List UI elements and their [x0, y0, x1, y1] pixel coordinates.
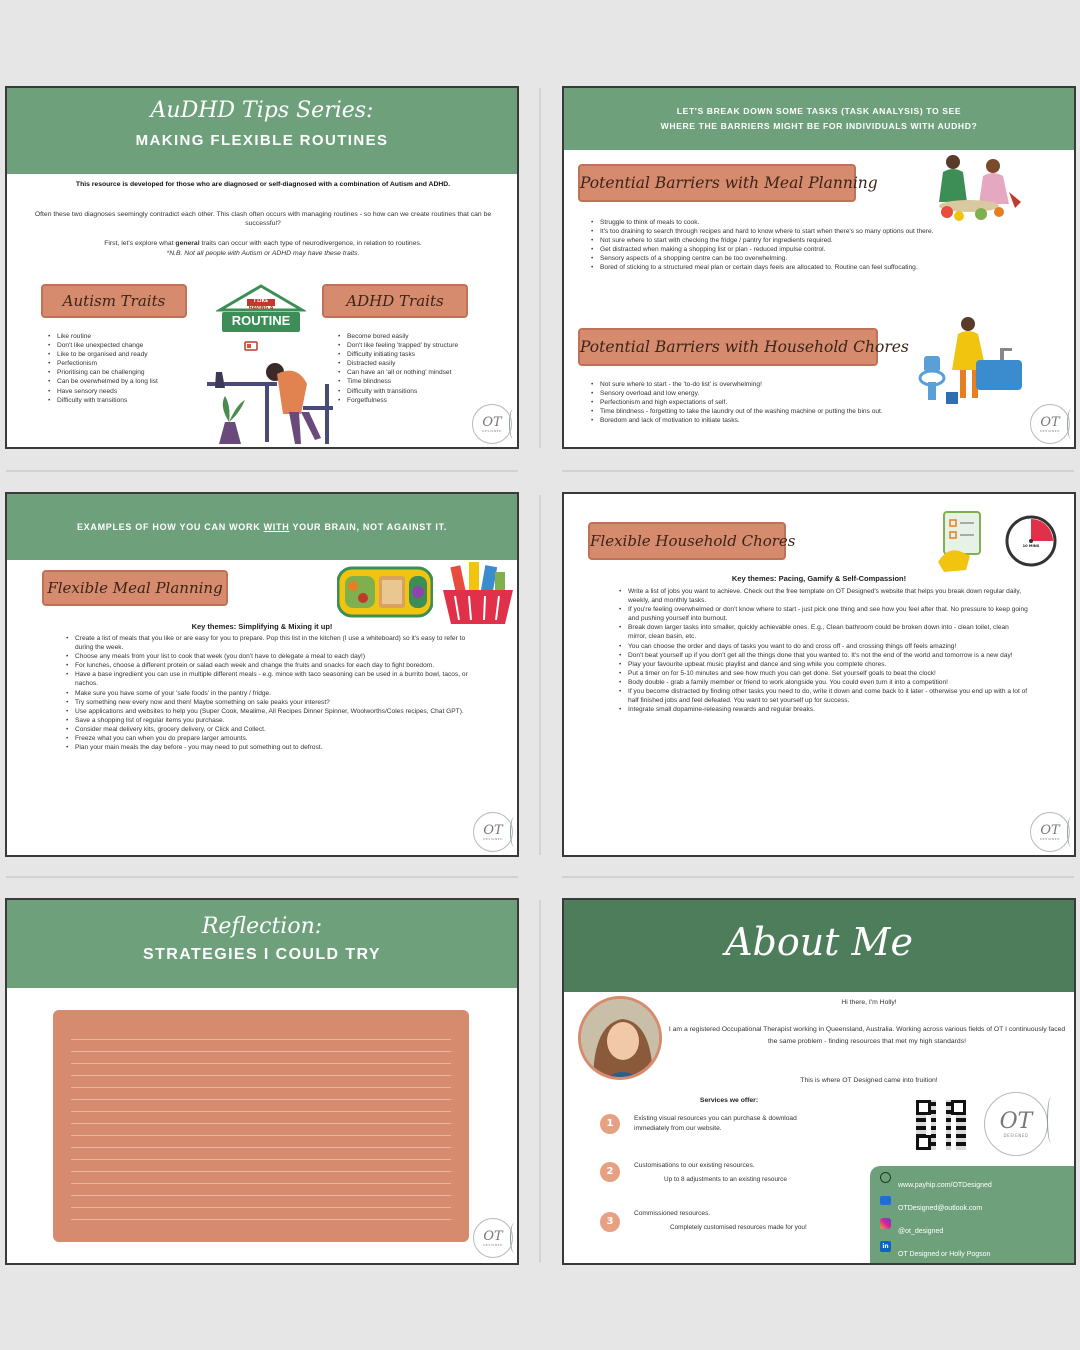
service-number: 3 — [600, 1212, 620, 1232]
slide-banner: EXAMPLES OF HOW YOU CAN WORK WITH YOUR BRAIN, NOT AGAINST IT. — [7, 494, 517, 560]
instagram-icon — [880, 1218, 891, 1229]
list-item: • Get distracted when making a shopping list or plan - reduced impulse control. — [590, 245, 1026, 254]
services-title: Services we offer: — [699, 1097, 759, 1104]
lunchbox-illustration — [337, 566, 433, 618]
chores-barriers-label: Potential Barriers with Household Chores — [578, 328, 878, 366]
sign-text-small: I LIKE — [253, 299, 269, 304]
couple-cooking-illustration — [919, 152, 1027, 226]
globe-icon — [880, 1172, 891, 1183]
series-title: AuDHD Tips Series: — [150, 98, 374, 123]
service-item-1 — [600, 1112, 840, 1142]
slide-making-flexible-routines — [5, 86, 519, 449]
list-item: • Don't beat yourself up if you don't get all the things done that you wanted to. It's not the end of the world and tomorrow is a new day! — [618, 651, 1028, 660]
intro-note: *N.B. Not all people with Autism or ADHD may have these traits. — [166, 250, 360, 257]
checklist-hand-illustration — [936, 510, 988, 574]
list-item: • Distracted easily — [337, 359, 517, 368]
service-item-3 — [600, 1210, 860, 1240]
qr-code[interactable] — [916, 1100, 966, 1150]
list-item: • Difficulty with transitions — [337, 387, 517, 396]
intro-bold: This resource is developed for those who are diagnosed or self-diagnosed with a combination of Autism and ADHD. — [75, 181, 451, 188]
list-item: • Like to be organised and ready — [47, 350, 207, 359]
list-item: • If you're feeling overwhelmed or don't know where to start - just pick one thing and see how you feel after that. No pressure to keep going and pushing yourself into burnout. — [618, 605, 1028, 623]
timer-illustration — [1004, 514, 1058, 568]
meal-barriers-label: Potential Barriers with Meal Planning — [578, 164, 856, 202]
flexible-meal-planning-label: Flexible Meal Planning — [42, 570, 228, 606]
service-number: 2 — [600, 1162, 620, 1182]
ot-designed-logo: OT DESIGNED — [1030, 812, 1070, 852]
list-item: • For lunches, choose a different protein or salad each week and change the fruits and snacks for each day to fight boredom. — [65, 661, 473, 670]
list-item: • Not sure where to start - the 'to-do list' is overwhelming! — [590, 380, 1026, 389]
bio: I am a registered Occupational Therapist working in Queensland, Australia. Working across various fields of OT I continuously faced the same problem - finding resources that met my high standards! — [668, 1026, 1066, 1046]
list-item: • Perfectionism — [47, 359, 207, 368]
reflection-writing-box[interactable] — [53, 1010, 469, 1242]
contact-panel — [870, 1166, 1076, 1265]
list-item: • Consider meal delivery kits, grocery delivery, or Click and Collect. — [65, 725, 473, 734]
list-item: • Have a base ingredient you can use in multiple different meals - e.g. mince with taco seasoning can be used in a burrito bowl, tacos, or nachos. — [65, 670, 473, 688]
tired-person-illustration — [205, 340, 335, 448]
grocery-basket-illustration — [439, 560, 517, 630]
list-item: • Prioritising can be challenging — [47, 368, 207, 377]
list-item: • It's too draining to search through recipes and hard to know where to start when there's so many options out there. — [590, 227, 1026, 236]
chores-barriers-list — [590, 380, 1026, 425]
list-item: • Sensory aspects of a shopping centre can be too overwhelming. — [590, 254, 1026, 263]
list-item: • Freeze what you can when you do prepare larger amounts. — [65, 734, 473, 743]
routine-sign-illustration — [216, 284, 306, 336]
email-icon — [880, 1196, 891, 1205]
list-item: • Make sure you have some of your 'safe foods' in the pantry / fridge. — [65, 689, 473, 698]
list-item: • Forgetfulness — [337, 396, 517, 405]
list-item: • Difficulty initiating tasks — [337, 350, 517, 359]
list-item: • Like routine — [47, 332, 207, 341]
autism-traits-label: Autism Traits — [41, 284, 187, 318]
autism-traits-list — [47, 332, 207, 405]
list-item: • If you become distracted by finding other tasks you need to do, write it down and come back to it later - otherwise you end up with a lot of half finished jobs and feel defeated. You want to set yourself up for success. — [618, 687, 1028, 705]
timer-label: 10 MINS — [1022, 544, 1040, 548]
ot-designed-logo: OT DESIGNED — [473, 812, 513, 852]
list-item: • Time blindness — [337, 377, 517, 386]
list-item: • Sensory overload and low energy. — [590, 389, 1026, 398]
slide-reflection — [5, 898, 519, 1265]
list-item: • Save a shopping list of regular items you purchase. — [65, 716, 473, 725]
list-item: • Choose any meals from your list to cook that week (you don't have to delegate a meal to each day!) — [65, 652, 473, 661]
adhd-traits-label: ADHD Traits — [322, 284, 468, 318]
list-item: • You can choose the order and days of tasks you want to do and cross off - and crossing things off feels amazing! — [618, 642, 1028, 651]
key-themes: Key themes: Pacing, Gamify & Self-Compassion! — [731, 574, 907, 583]
flexible-meal-planning-list — [65, 634, 473, 752]
list-item: • Plan your main meals the day before - you may need to put something out to defrost. — [65, 743, 473, 752]
list-item: • Put a timer on for 5-10 minutes and see how much you can get done. Set yourself goals to beat the clock! — [618, 669, 1028, 678]
list-item: • Have sensory needs — [47, 387, 207, 396]
list-item: • Body double - grab a family member or friend to work alongside you. You could even turn it into a competition! — [618, 678, 1028, 687]
greeting: Hi there, I'm Holly! — [841, 999, 897, 1006]
list-item: • Boredom and lack of motivation to initiate tasks. — [590, 416, 1026, 425]
list-item: • Use applications and websites to help you (Super Cook, Mealime, All Recipes Dinner Spinner, Woolworths/Coles recipes, Chat GPT). — [65, 707, 473, 716]
slide-banner — [564, 88, 1074, 150]
list-item: • Bored of sticking to a structured meal plan or certain days feels are allocated to. Routine can feel suffocating. — [590, 263, 1026, 272]
list-item: • Not sure where to start with checking the fridge / pantry for ingredients required. — [590, 236, 1026, 245]
timer-icon — [1004, 514, 1058, 568]
list-item: • Play your favourite upbeat music playlist and dance and sing while you complete chores. — [618, 660, 1028, 669]
list-item: • Become bored easily — [337, 332, 517, 341]
slide-flexible-household-chores — [562, 492, 1076, 857]
header-line-2: WHERE THE BARRIERS MIGHT BE FOR INDIVIDUALS WITH AUDHD? — [660, 121, 978, 132]
list-item: • Break down larger tasks into smaller, quickly achievable ones. E.g., Clean bathroom could be broken down into - clean toilet, clean mirror, clean basin, etc. — [618, 623, 1028, 641]
service-text: Commissioned resources. — [634, 1210, 711, 1217]
person-icon — [581, 999, 662, 1080]
slide-banner — [7, 88, 517, 174]
linkedin-icon: in — [880, 1241, 891, 1252]
sign-text-big: ROUTINE — [231, 313, 291, 328]
list-item: • Don't like unexpected change — [47, 341, 207, 350]
contact-linkedin[interactable]: in OT Designed or Holly Pogson — [898, 1241, 1076, 1264]
ot-designed-logo: OT DESIGNED — [984, 1092, 1048, 1156]
checklist-icon — [936, 510, 988, 574]
service-text: Existing visual resources you can purchase & download immediately from our website. — [634, 1115, 797, 1132]
intro-explore: First, let's explore what general traits can occur with each type of neurodivergence, in relation to routines. — [104, 240, 422, 247]
list-item: • Time blindness - forgetting to take the laundry out of the washing machine or putting the bins out. — [590, 407, 1026, 416]
service-subtext: Up to 8 adjustments to an existing resource — [664, 1176, 787, 1183]
key-themes: Key themes: Simplifying & Mixing it up! — [191, 622, 333, 631]
list-item: • Can have an 'all or nothing' mindset — [337, 368, 517, 377]
contact-website[interactable]: www.payhip.com/OTDesigned — [898, 1172, 1076, 1195]
service-text: Customisations to our existing resources. — [634, 1162, 755, 1169]
intro-paragraph: Often these two diagnoses seemingly contradict each other. This clash often occurs with managing routines - so how can we create routines that can be successful? — [34, 211, 492, 228]
list-item: • Try something new every now and then! Maybe something on sale peaks your interest? — [65, 698, 473, 707]
list-item: • Perfectionism and high expectations of self. — [590, 398, 1026, 407]
service-number: 1 — [600, 1114, 620, 1134]
slide-about-me — [562, 898, 1076, 1265]
slide-task-analysis-barriers — [562, 86, 1076, 449]
list-item: • Don't like feeling 'trapped' by structure — [337, 341, 517, 350]
slide-title: MAKING FLEXIBLE ROUTINES — [135, 132, 389, 150]
list-item: • Can be overwhelmed by a long list — [47, 377, 207, 386]
reflection-title: Reflection: — [201, 914, 323, 939]
ot-designed-logo: OT DESIGNED — [472, 404, 512, 444]
about-title: About Me — [725, 920, 913, 964]
contact-instagram[interactable]: @ot_designed — [898, 1218, 1076, 1241]
list-item: • Write a list of jobs you want to achieve. Check out the free template on OT Designed's website that helps you break down regular daily, weekly, and monthly tasks. — [618, 587, 1028, 605]
bio-fruition: This is where OT Designed came into fruition! — [800, 1077, 938, 1084]
flexible-household-chores-list — [618, 587, 1028, 714]
sign-text-mid: HAVING A — [248, 306, 274, 311]
list-item: • Struggle to think of meals to cook. — [590, 218, 1026, 227]
adhd-traits-list — [337, 332, 517, 405]
meal-barriers-list — [590, 218, 1026, 273]
ot-designed-logo: OT DESIGNED — [473, 1218, 513, 1258]
ot-designed-logo: OT DESIGNED — [1030, 404, 1070, 444]
contact-email[interactable]: OTDesigned@outlook.com — [898, 1195, 1076, 1218]
flexible-household-chores-label: Flexible Household Chores — [588, 522, 786, 560]
slide-title: STRATEGIES I COULD TRY — [143, 946, 381, 964]
slide-banner — [7, 900, 517, 988]
slide-flexible-meal-planning — [5, 492, 519, 857]
list-item: • Difficulty with transitions — [47, 396, 207, 405]
service-item-2 — [600, 1162, 860, 1192]
slide-banner — [564, 900, 1074, 992]
header-line-1: LET'S BREAK DOWN SOME TASKS (TASK ANALYSIS) TO SEE — [676, 106, 962, 116]
list-item: • Integrate small dopamine-releasing rewards and regular breaks. — [618, 705, 1028, 714]
service-subtext: Completely customised resources made for you! — [670, 1224, 807, 1231]
list-item: • Create a list of meals that you like or are easy for you to prepare. Pop this list in the kitchen (I use a whiteboard) so it's easy to refer to during the week. — [65, 634, 473, 652]
avatar — [578, 996, 662, 1080]
